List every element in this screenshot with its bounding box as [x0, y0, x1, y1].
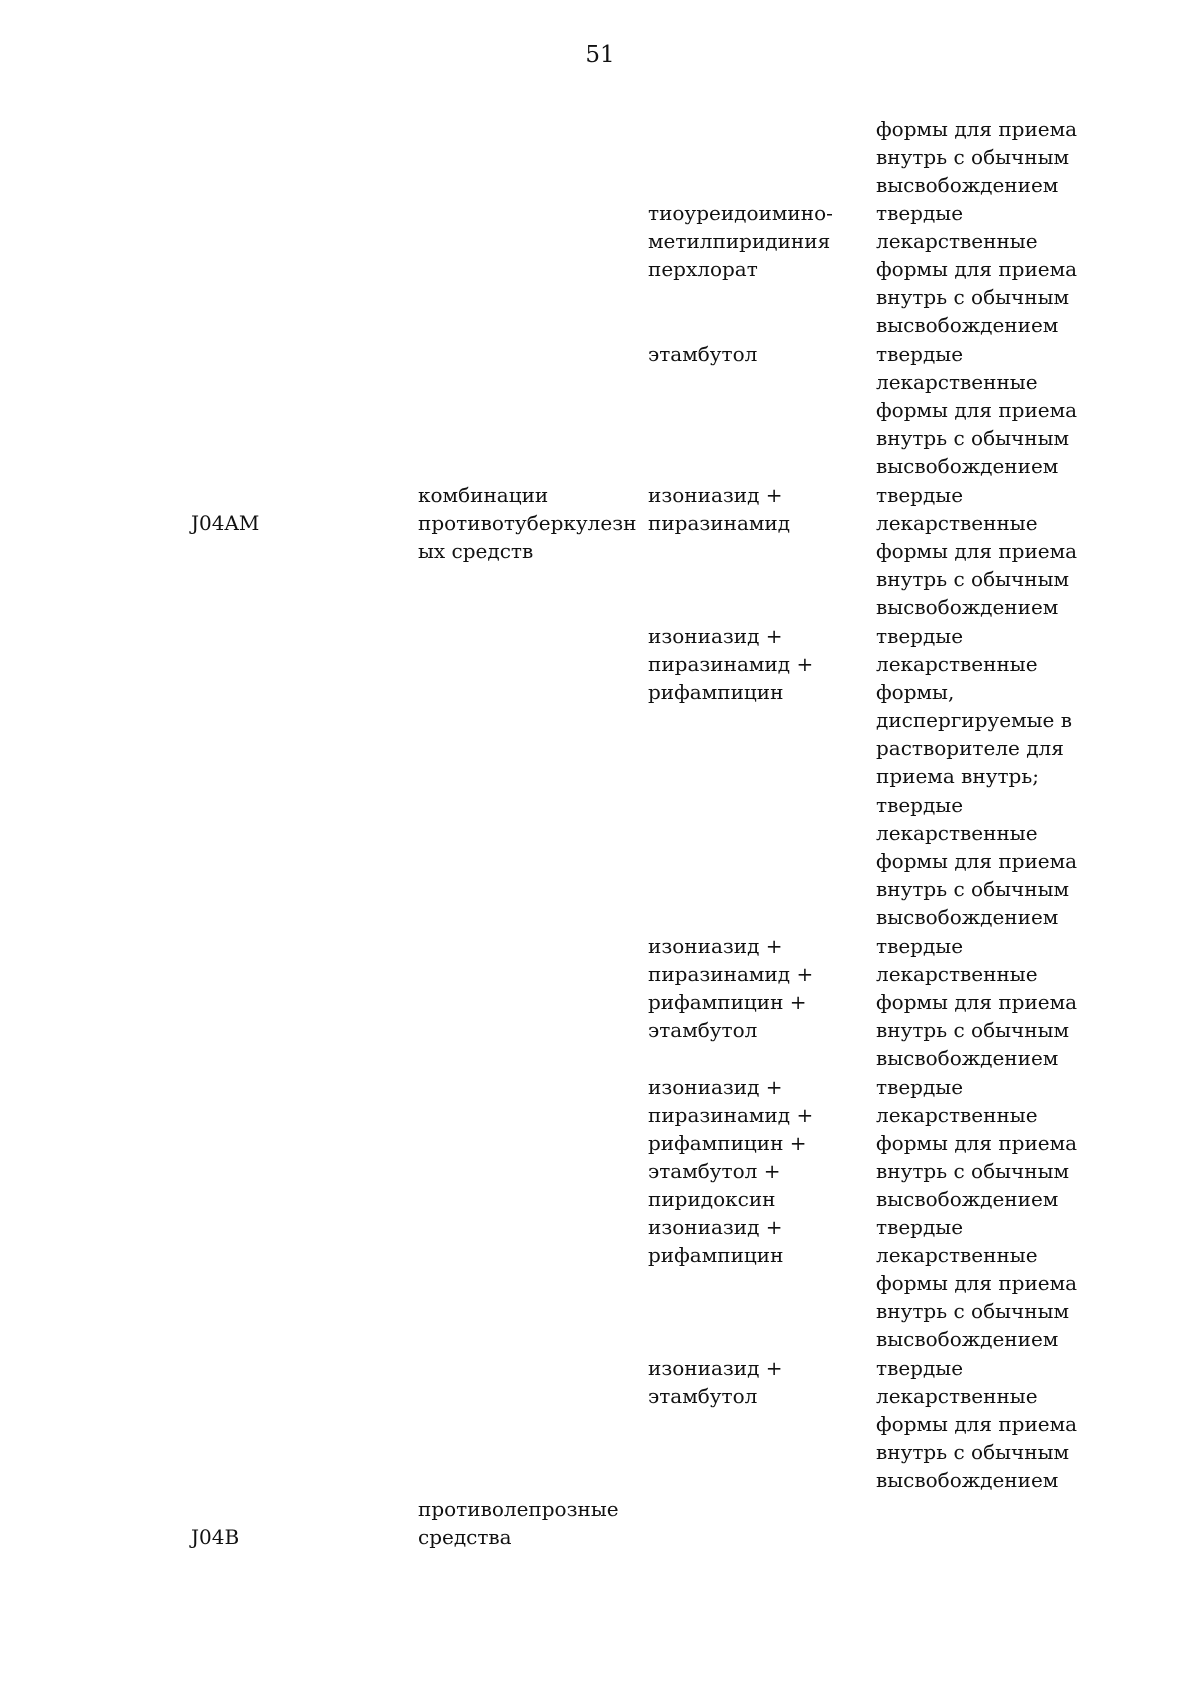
drug-name: этамбутол [648, 342, 758, 366]
dosage-form: твердые лекарственные формы для приема внутрь с обычным высвобождением [876, 342, 1078, 479]
dosage-form: твердые лекарственные формы для приема внутрь с обычным высвобождением [876, 483, 1078, 620]
drug-name: изониазид + пиразинамид [648, 483, 791, 536]
drug-name: тиоуреидоимино- метилпиридиния перхлорат [648, 201, 833, 282]
dosage-form: твердые лекарственные формы для приема внутрь с обычным высвобождением [876, 934, 1078, 1071]
dosage-form: твердые лекарственные формы для приема внутрь с обычным высвобождением [876, 1075, 1078, 1212]
drug-name: изониазид + этамбутол [648, 1356, 783, 1409]
drug-name: изониазид + рифампицин [648, 1215, 784, 1268]
dosage-form: твердые лекарственные формы для приема внутрь с обычным высвобождением [876, 1356, 1078, 1493]
dosage-form: твердые лекарственные формы, диспергируемые в растворителе для приема внутрь; твердые лекарственные формы для приема внутрь с обычным высвобождением [876, 624, 1078, 929]
page-number: 51 [585, 42, 615, 68]
atc-code: J04AM [191, 511, 260, 535]
dosage-form: твердые лекарственные формы для приема внутрь с обычным высвобождением [876, 1215, 1078, 1352]
drug-name: изониазид + пиразинамид + рифампицин + этамбутол [648, 934, 814, 1043]
drug-name: изониазид + пиразинамид + рифампицин [648, 624, 814, 705]
top-continued-form: формы для приема внутрь с обычным высвобождением [876, 117, 1078, 198]
drug-name: изониазид + пиразинамид + рифампицин + этамбутол + пиридоксин [648, 1075, 814, 1212]
atc-code: J04B [191, 1525, 240, 1549]
dosage-form: твердые лекарственные формы для приема внутрь с обычным высвобождением [876, 201, 1078, 338]
group-name: противолепрозные средства [418, 1497, 619, 1550]
group-name: комбинации противотуберкулезн ых средств [418, 483, 637, 564]
